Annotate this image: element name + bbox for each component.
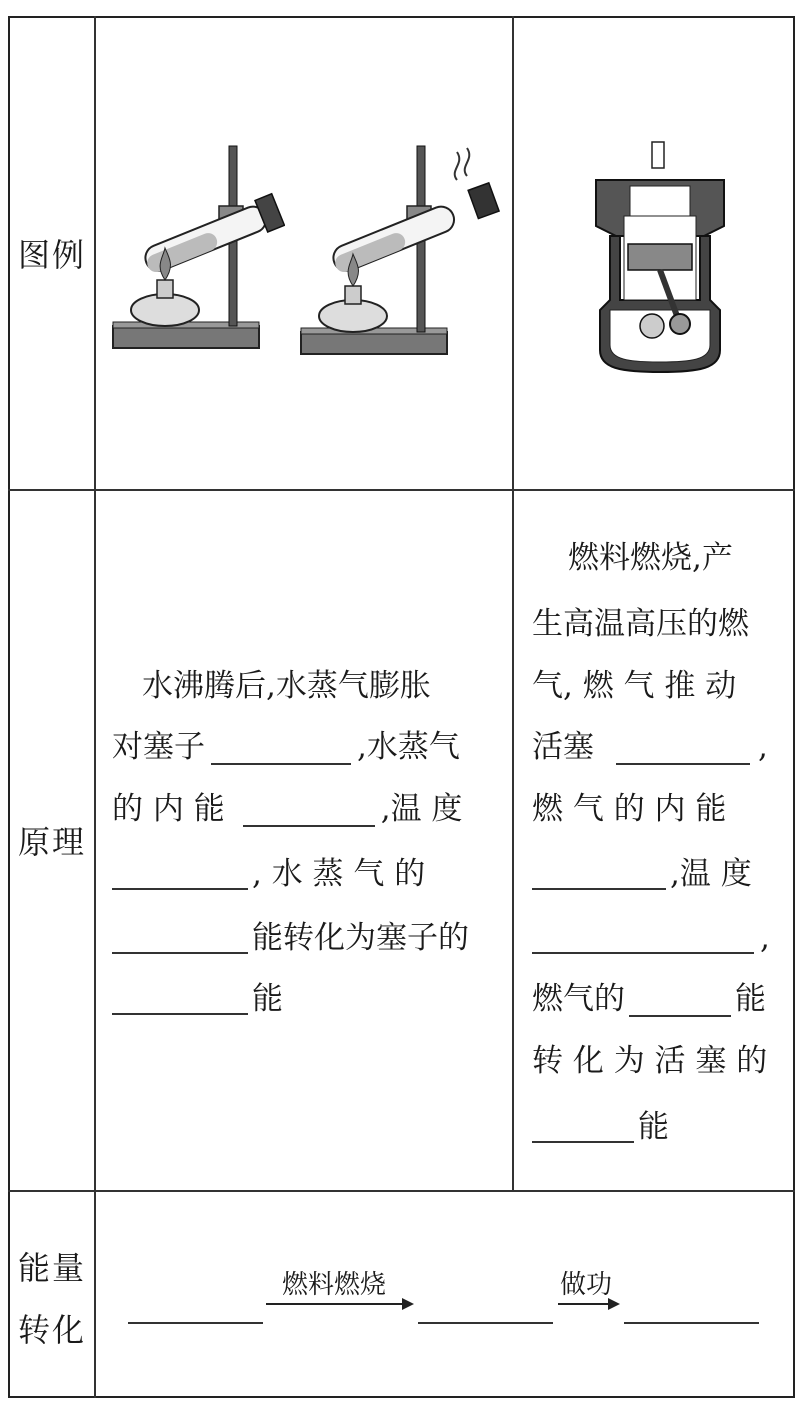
right-principle-line-2: 生高温高压的燃 [532, 606, 749, 642]
right-principle-line-9: 转 化 为 活 塞 的 [532, 1043, 768, 1079]
answer-blank [532, 858, 666, 890]
answer-blank [112, 922, 248, 954]
right-principle-line-4 [532, 717, 768, 777]
cork-popping-illustration [295, 140, 510, 370]
right-line8-end: 能 [735, 981, 766, 1017]
answer-blank [112, 983, 248, 1015]
right-principle-line-8 [532, 969, 766, 1029]
arrow2-label: 做功 [560, 1270, 613, 1300]
middle-line4-end: , 水 蒸 气 的 [252, 856, 426, 892]
middle-line3-end: ,温 度 [380, 791, 463, 827]
energy-blank-1 [128, 1292, 263, 1324]
middle-line5-end: 能转化为塞子的 [252, 920, 469, 956]
middle-line2-start: 对塞子 [112, 729, 205, 765]
column-divider-1 [94, 16, 96, 1398]
legend-label: 图例 [18, 236, 87, 274]
right-line4-start: 活塞 [532, 729, 594, 765]
energy-blank-2 [418, 1292, 553, 1324]
answer-blank [112, 858, 248, 890]
answer-blank [532, 1111, 634, 1143]
row-divider-2 [8, 1190, 795, 1192]
right-principle-line-10 [532, 1097, 669, 1157]
answer-blank [243, 795, 375, 827]
right-line8-start: 燃气的 [532, 981, 625, 1017]
middle-line3-start: 的 内 能 [112, 791, 225, 827]
middle-principle-line-5 [112, 908, 469, 968]
answer-blank [616, 733, 750, 765]
middle-principle-line-6 [112, 969, 283, 1029]
arrow-right-icon [556, 1296, 622, 1312]
arrow1-label: 燃料燃烧 [282, 1270, 387, 1300]
principle-label: 原理 [18, 823, 87, 861]
engine-cylinder-illustration [590, 140, 730, 375]
answer-blank [211, 733, 351, 765]
right-line7-end: , [760, 920, 770, 956]
right-principle-line-5: 燃 气 的 内 能 [532, 791, 727, 827]
middle-principle-line-2 [112, 717, 460, 777]
right-principle-line-1: 燃料燃烧,产 [568, 540, 733, 576]
right-principle-line-3: 气, 燃 气 推 动 [532, 668, 737, 704]
energy-blank-3 [624, 1292, 759, 1324]
middle-principle-line-4 [112, 844, 425, 904]
right-principle-line-6 [532, 844, 752, 904]
answer-blank [629, 985, 731, 1017]
right-line10-end: 能 [638, 1109, 669, 1145]
right-principle-line-7 [532, 908, 770, 968]
test-tube-heating-illustration [105, 140, 285, 370]
middle-line2-end: ,水蒸气 [357, 729, 460, 765]
middle-principle-line-1: 水沸腾后,水蒸气膨胀 [142, 668, 431, 704]
energy-label-line2: 转化 [18, 1311, 87, 1349]
energy-label-line1: 能量 [18, 1249, 87, 1287]
answer-blank [532, 922, 754, 954]
column-divider-2 [512, 16, 514, 1191]
right-line4-end: , [758, 729, 768, 765]
middle-principle-line-3 [112, 779, 462, 839]
row-divider-1 [8, 489, 795, 491]
middle-line6-end: 能 [252, 981, 283, 1017]
arrow-right-icon [264, 1296, 416, 1312]
right-line6-end: ,温 度 [670, 856, 752, 892]
